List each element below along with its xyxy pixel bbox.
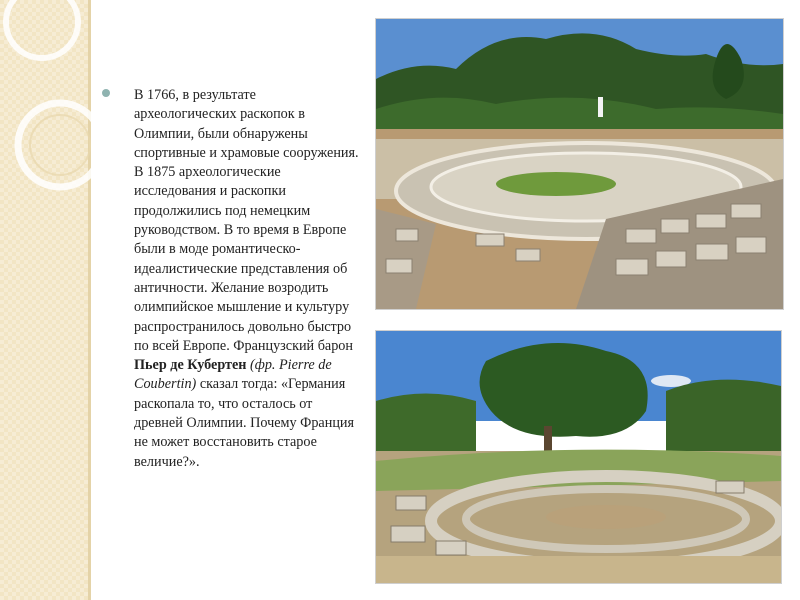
- paragraph-part-1: В 1766, в результате археологических раскопок в Олимпии, были обнаружены спортивные и храмовые сооружения. В 1875 археологические исследования и раскопки продолжились под немецким руководством. В то время в Европе были в моде романтическо-идеалистические представления об античности. Желание возродить олимпийское мышление и культуру распространилось довольно быстро по всей Европе. Французский барон: [134, 87, 359, 354]
- italic-name: (фр. Pierre de Coubertin): [134, 357, 332, 393]
- photo-ruins-aerial: [375, 18, 784, 310]
- photo-ruins-circular: [375, 330, 782, 584]
- bullet-icon: [102, 89, 110, 97]
- bold-name: Пьер де Кубертен: [134, 357, 247, 374]
- main-text-block: [104, 86, 360, 472]
- paragraph: [134, 86, 360, 472]
- paragraph-part-2: сказал тогда: «Германия раскопала то, что осталось от древней Олимпии. Почему Франция не может восстановить старое величие?».: [134, 376, 355, 470]
